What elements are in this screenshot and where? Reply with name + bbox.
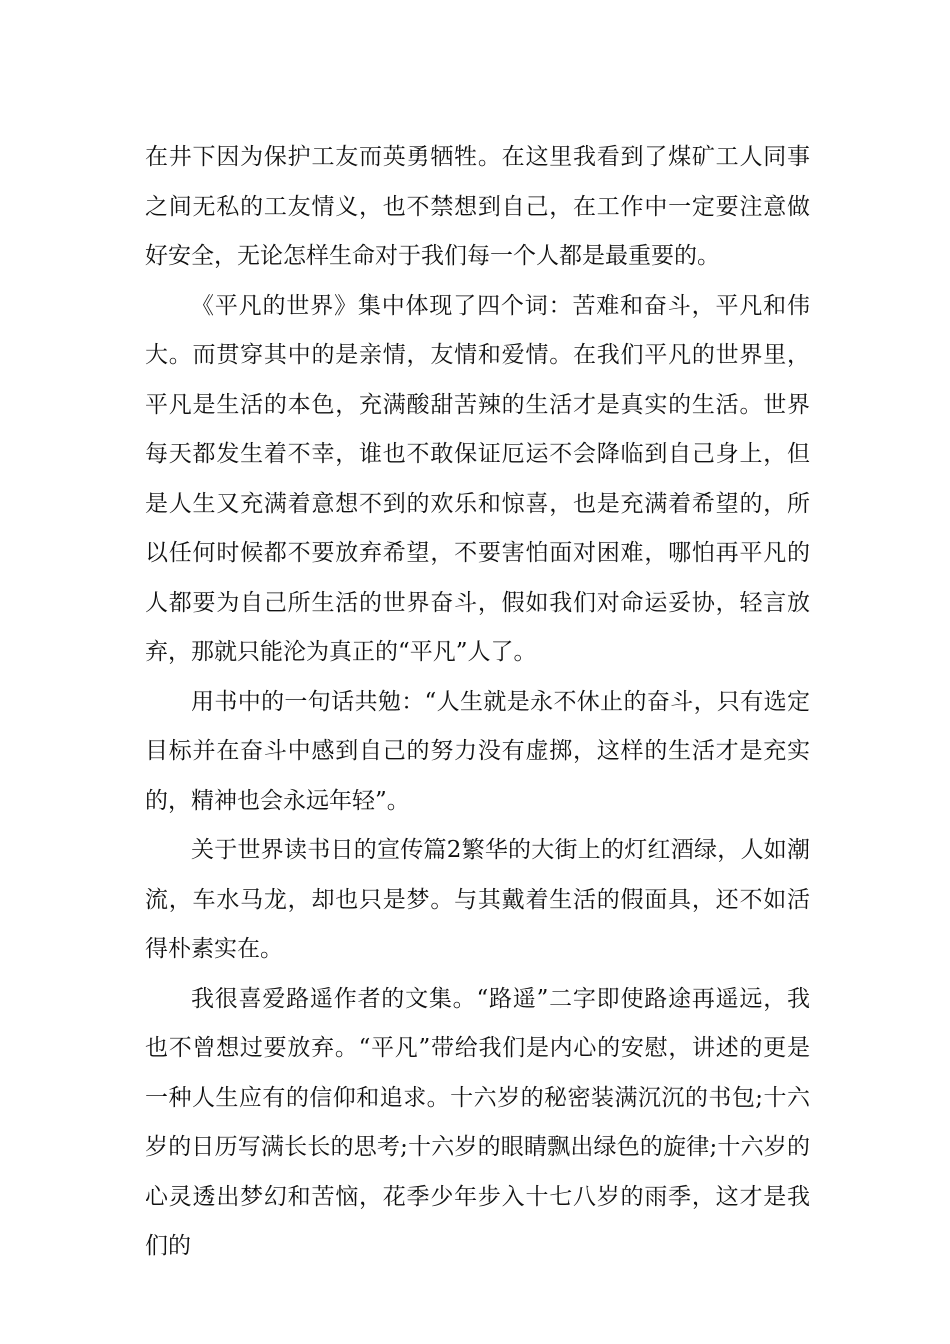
document-body bbox=[145, 133, 810, 1272]
paragraph-3: 用书中的一句话共勉：“人生就是永不休止的奋斗，只有选定目标并在奋斗中感到自己的努力没有虚掷，这样的生活才是充实的，精神也会永远年轻”。 bbox=[145, 688, 810, 814]
paragraph-5: 我很喜爱路遥作者的文集。“路遥”二字即使路途再遥远，我也不曾想过要放弃。“平凡”带给我们是内心的安慰，讲述的更是一种人生应有的信仰和追求。十六岁的秘密装满沉沉的书包;十六岁的日历写满长长的思考;十六岁的眼睛飘出绿色的旋律;十六岁的心灵透出梦幻和苦恼，花季少年步入十七八岁的雨季，这才是我们的 bbox=[145, 985, 810, 1259]
paragraph-1: 在井下因为保护工友而英勇牺牲。在这里我看到了煤矿工人同事之间无私的工友情义，也不禁想到自己，在工作中一定要注意做好安全，无论怎样生命对于我们每一个人都是最重要的。 bbox=[145, 144, 810, 269]
paragraph-4: 关于世界读书日的宣传篇2繁华的大街上的灯红酒绿，人如潮流，车水马龙，却也只是梦。与其戴着生活的假面具，还不如活得朴素实在。 bbox=[145, 837, 810, 962]
paragraph-2: 《平凡的世界》集中体现了四个词：苦难和奋斗，平凡和伟大。而贯穿其中的是亲情，友情和爱情。在我们平凡的世界里，平凡是生活的本色，充满酸甜苦辣的生活才是真实的生活。世界每天都发生着不幸，谁也不敢保证厄运不会降临到自己身上，但是人生又充满着意想不到的欢乐和惊喜，也是充满着希望的，所以任何时候都不要放弃希望，不要害怕面对困难，哪怕再平凡的人都要为自己所生活的世界奋斗，假如我们对命运妥协，轻言放弃，那就只能沦为真正的“平凡”人了。 bbox=[145, 292, 810, 665]
